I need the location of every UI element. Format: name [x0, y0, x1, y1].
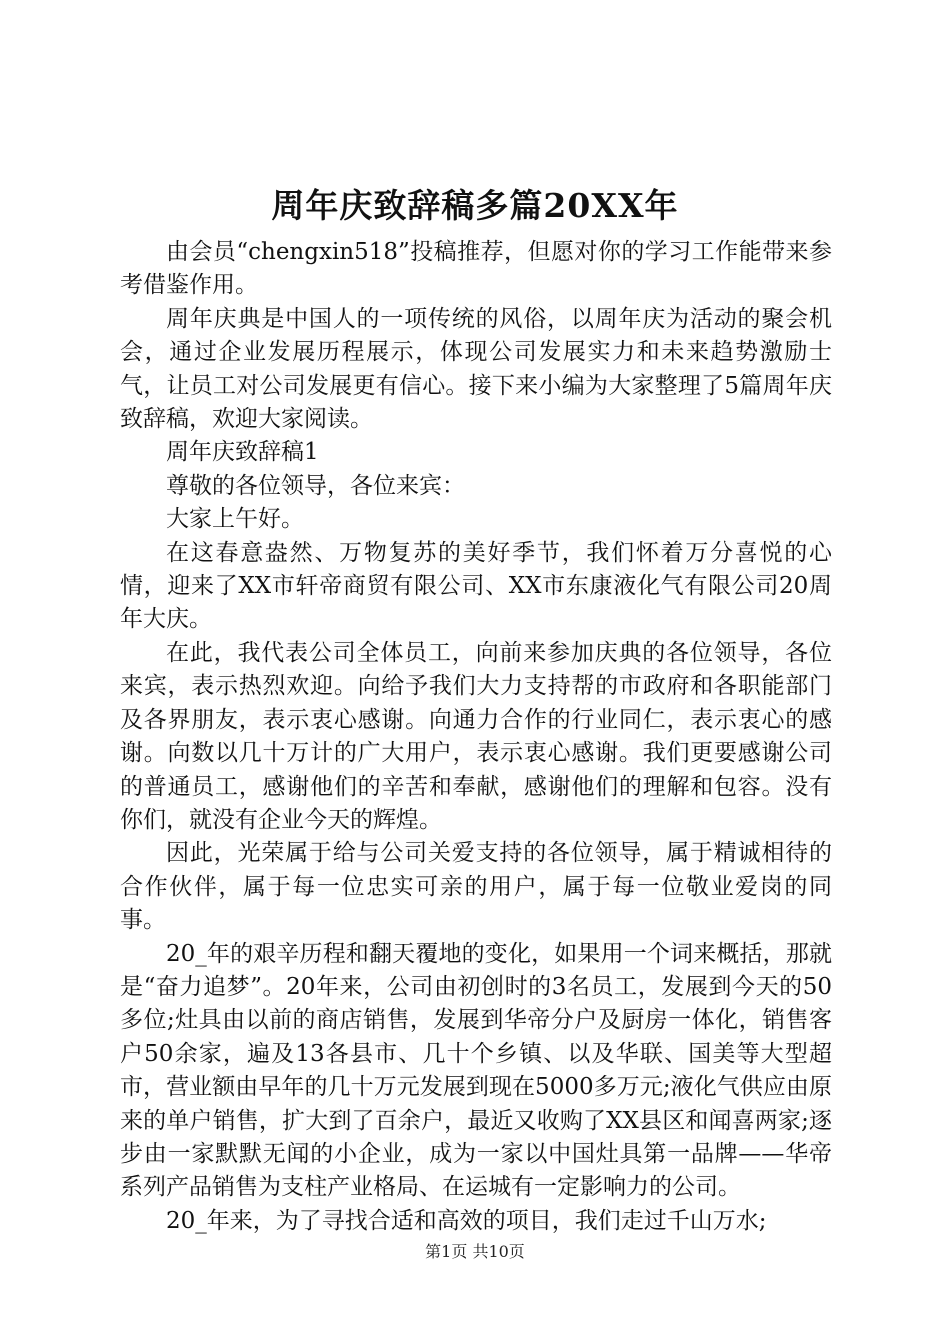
paragraph: 20_年来，为了寻找合适和高效的项目，我们走过千山万水;	[166, 1207, 767, 1234]
document-body	[120, 236, 832, 1238]
paragraph: 20_年的艰辛历程和翻天覆地的变化，如果用一个词来概括，那就是“奋力追梦”。20年来，公司由初创时的3名员工，发展到今天的50多位;灶具由以前的商店销售，发展到华帝分户及厨房一体化，销售客户50余家，遍及13各县市、几十个乡镇、以及华联、国美等大型超市，营业额由早年的几十万元发展到现在5000多万元;液化气供应由原来的单户销售，扩大到了百余户，最近又收购了XX县区和闻喜两家;逐步由一家默默无闻的小企业，成为一家以中国灶具第一品牌——华帝系列产品销售为支柱产业格局、在运城有一定影响力的公司。	[120, 940, 832, 1201]
section-heading: 周年庆致辞稿1	[166, 439, 319, 466]
page-footer: 第1页 共10页	[425, 1242, 525, 1261]
paragraph: 由会员“chengxin518”投稿推荐，但愿对你的学习工作能带来参考借鉴作用。	[120, 239, 832, 299]
document-title: 周年庆致辞稿多篇20XX年	[271, 186, 679, 225]
salutation: 尊敬的各位领导，各位来宾：	[166, 472, 465, 499]
paragraph: 因此，光荣属于给与公司关爱支持的各位领导，属于精诚相待的合作伙伴，属于每一位忠实可亲的用户，属于每一位敬业爱岗的同事。	[120, 840, 832, 934]
paragraph: 在此，我代表公司全体员工，向前来参加庆典的各位领导，各位来宾，表示热烈欢迎。向给予我们大力支持帮的市政府和各职能部门及各界朋友，表示衷心感谢。向通力合作的行业同仁，表示衷心的感谢。向数以几十万计的广大用户，表示衷心感谢。我们更要感谢公司的普通员工，感谢他们的辛苦和奉献，感谢他们的理解和包容。没有你们，就没有企业今天的辉煌。	[120, 639, 832, 833]
paragraph: 在这春意盎然、万物复苏的美好季节，我们怀着万分喜悦的心情，迎来了XX市轩帝商贸有限公司、XX市东康液化气有限公司20周年大庆。	[120, 539, 832, 633]
paragraph: 周年庆典是中国人的一项传统的风俗，以周年庆为活动的聚会机会，通过企业发展历程展示，体现公司发展实力和未来趋势激励士气，让员工对公司发展更有信心。接下来小编为大家整理了5篇周年庆致辞稿，欢迎大家阅读。	[120, 305, 832, 433]
greeting: 大家上午好。	[166, 506, 304, 533]
